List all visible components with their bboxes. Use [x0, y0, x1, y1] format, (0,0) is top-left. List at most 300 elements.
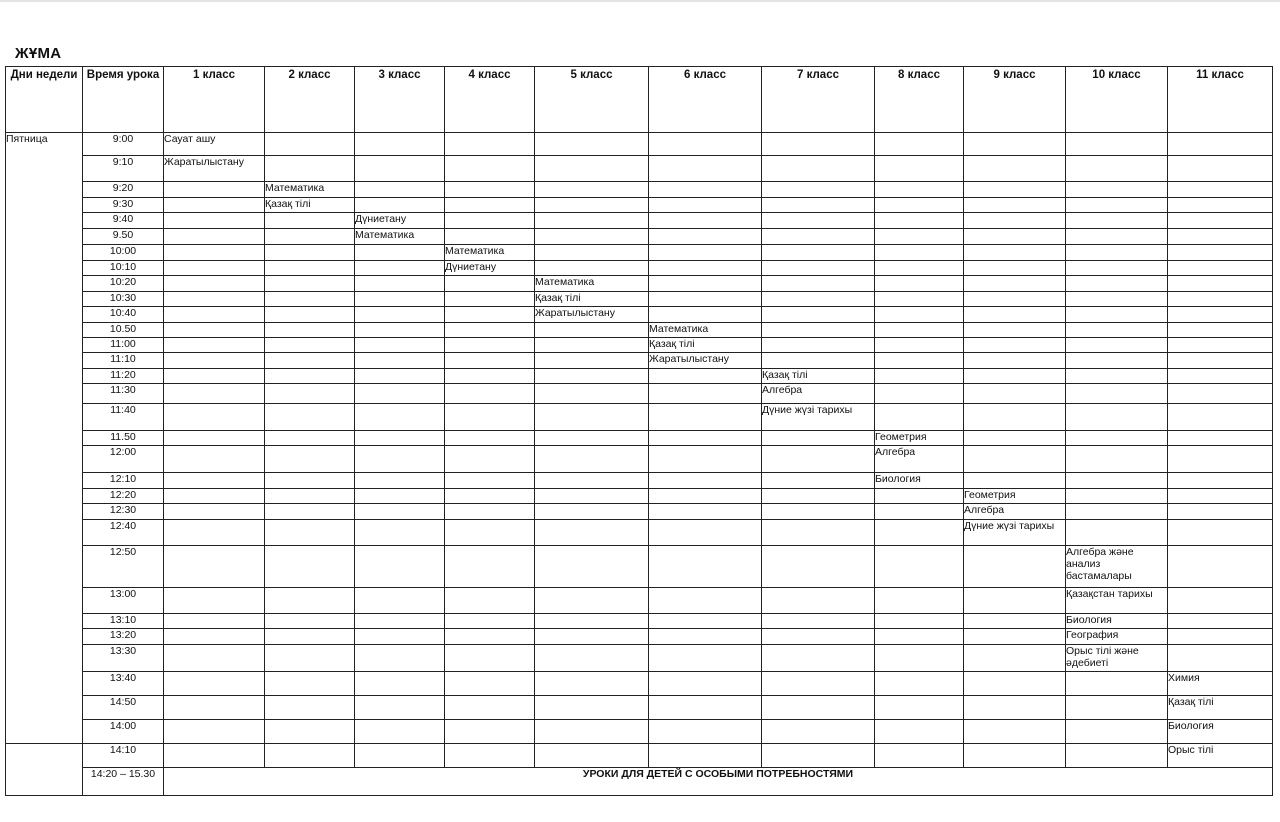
lesson-cell: Биология	[1066, 614, 1168, 629]
empty-cell	[355, 546, 445, 588]
empty-cell	[1168, 520, 1273, 546]
empty-cell	[649, 261, 762, 276]
empty-cell	[875, 384, 964, 404]
time-cell: 9:10	[83, 156, 164, 182]
class-header: 5 класс	[535, 67, 649, 133]
empty-cell	[355, 744, 445, 768]
empty-cell	[762, 504, 875, 520]
empty-cell	[355, 404, 445, 431]
empty-cell	[762, 696, 875, 720]
empty-cell	[875, 744, 964, 768]
empty-cell	[875, 213, 964, 229]
empty-cell	[1168, 338, 1273, 353]
time-cell: 11:20	[83, 369, 164, 384]
empty-cell	[535, 672, 649, 696]
empty-cell	[535, 473, 649, 489]
empty-cell	[535, 323, 649, 338]
empty-cell	[964, 720, 1066, 744]
empty-cell	[1066, 446, 1168, 473]
empty-cell	[445, 629, 535, 645]
time-cell: 13:10	[83, 614, 164, 629]
empty-cell	[445, 446, 535, 473]
empty-cell	[445, 307, 535, 323]
empty-cell	[265, 546, 355, 588]
empty-cell	[649, 588, 762, 614]
empty-cell	[355, 473, 445, 489]
empty-cell	[762, 292, 875, 307]
empty-cell	[964, 645, 1066, 672]
time-cell: 10:00	[83, 245, 164, 261]
empty-cell	[964, 384, 1066, 404]
empty-cell	[649, 614, 762, 629]
lesson-cell: Дүниетану	[355, 213, 445, 229]
table-row	[6, 229, 1273, 245]
empty-cell	[762, 323, 875, 338]
empty-cell	[964, 229, 1066, 245]
empty-cell	[649, 384, 762, 404]
empty-cell	[649, 546, 762, 588]
empty-cell	[649, 446, 762, 473]
lesson-cell: Алгебра және анализ бастамалары	[1066, 546, 1168, 588]
empty-cell	[762, 276, 875, 292]
empty-cell	[265, 323, 355, 338]
table-row	[6, 307, 1273, 323]
empty-cell	[265, 431, 355, 446]
empty-cell	[164, 353, 265, 369]
empty-cell	[875, 504, 964, 520]
time-cell: 9:00	[83, 133, 164, 156]
empty-cell	[535, 133, 649, 156]
lesson-cell: Қазақ тілі	[762, 369, 875, 384]
empty-cell	[265, 369, 355, 384]
time-cell: 10:30	[83, 292, 164, 307]
empty-cell	[1066, 307, 1168, 323]
empty-cell	[1066, 229, 1168, 245]
empty-cell	[649, 473, 762, 489]
empty-cell	[762, 720, 875, 744]
empty-cell	[762, 245, 875, 261]
empty-cell	[875, 292, 964, 307]
table-row	[6, 133, 1273, 156]
empty-cell	[964, 133, 1066, 156]
empty-cell	[355, 156, 445, 182]
empty-cell	[535, 629, 649, 645]
empty-cell	[265, 261, 355, 276]
empty-cell	[1066, 338, 1168, 353]
empty-cell	[875, 369, 964, 384]
empty-cell	[649, 672, 762, 696]
lesson-cell: Биология	[1168, 720, 1273, 744]
empty-cell	[445, 744, 535, 768]
empty-cell	[762, 645, 875, 672]
time-cell: 9:20	[83, 182, 164, 198]
time-cell: 11:10	[83, 353, 164, 369]
empty-cell	[875, 614, 964, 629]
empty-cell	[875, 353, 964, 369]
lesson-cell: Сауат ашу	[164, 133, 265, 156]
empty-cell	[1066, 133, 1168, 156]
empty-cell	[964, 446, 1066, 473]
empty-cell	[762, 156, 875, 182]
empty-cell	[649, 276, 762, 292]
empty-cell	[1168, 404, 1273, 431]
empty-cell	[164, 473, 265, 489]
empty-cell	[164, 614, 265, 629]
empty-cell	[649, 645, 762, 672]
empty-cell	[355, 489, 445, 504]
table-row	[6, 261, 1273, 276]
lesson-cell: География	[1066, 629, 1168, 645]
empty-cell	[762, 629, 875, 645]
empty-cell	[535, 504, 649, 520]
empty-cell	[355, 198, 445, 213]
empty-cell	[265, 614, 355, 629]
time-cell: 14:20 – 15.30	[83, 768, 164, 796]
empty-cell	[164, 261, 265, 276]
empty-cell	[1066, 489, 1168, 504]
table-row	[6, 446, 1273, 473]
empty-cell	[875, 520, 964, 546]
time-cell: 11:00	[83, 338, 164, 353]
empty-cell	[445, 473, 535, 489]
empty-cell	[1168, 182, 1273, 198]
empty-cell	[164, 446, 265, 473]
empty-cell	[355, 629, 445, 645]
empty-cell	[355, 307, 445, 323]
empty-cell	[1168, 276, 1273, 292]
table-row	[6, 182, 1273, 198]
empty-cell	[355, 323, 445, 338]
empty-cell	[964, 696, 1066, 720]
empty-cell	[649, 720, 762, 744]
empty-cell	[535, 645, 649, 672]
empty-cell	[164, 744, 265, 768]
empty-cell	[445, 198, 535, 213]
empty-cell	[535, 696, 649, 720]
empty-cell	[265, 645, 355, 672]
empty-cell	[875, 307, 964, 323]
empty-cell	[164, 672, 265, 696]
table-row	[6, 156, 1273, 182]
empty-cell	[649, 629, 762, 645]
empty-cell	[964, 588, 1066, 614]
class-header: 3 класс	[355, 67, 445, 133]
empty-cell	[265, 338, 355, 353]
table-row	[6, 588, 1273, 614]
empty-cell	[1168, 307, 1273, 323]
empty-cell	[535, 353, 649, 369]
empty-cell	[964, 473, 1066, 489]
empty-cell	[1168, 489, 1273, 504]
empty-cell	[1168, 133, 1273, 156]
empty-cell	[1066, 276, 1168, 292]
empty-cell	[762, 261, 875, 276]
empty-cell	[1066, 473, 1168, 489]
table-row	[6, 629, 1273, 645]
empty-cell	[1168, 473, 1273, 489]
empty-cell	[535, 198, 649, 213]
time-cell: 10:40	[83, 307, 164, 323]
empty-cell	[1066, 182, 1168, 198]
empty-cell	[1066, 384, 1168, 404]
empty-cell	[762, 446, 875, 473]
empty-cell	[875, 198, 964, 213]
empty-cell	[164, 292, 265, 307]
empty-cell	[762, 489, 875, 504]
empty-cell	[265, 489, 355, 504]
empty-cell	[445, 133, 535, 156]
empty-cell	[535, 520, 649, 546]
empty-cell	[649, 696, 762, 720]
empty-cell	[1168, 546, 1273, 588]
table-row	[6, 473, 1273, 489]
time-cell: 13:40	[83, 672, 164, 696]
empty-cell	[964, 213, 1066, 229]
empty-cell	[535, 431, 649, 446]
empty-cell	[265, 588, 355, 614]
table-row	[6, 292, 1273, 307]
lesson-cell: Дүние жүзі тарихы	[762, 404, 875, 431]
table-row	[6, 744, 1273, 768]
time-cell: 9:30	[83, 198, 164, 213]
empty-cell	[875, 261, 964, 276]
time-cell: 12:20	[83, 489, 164, 504]
empty-cell	[164, 338, 265, 353]
empty-cell	[1066, 369, 1168, 384]
empty-cell	[762, 133, 875, 156]
empty-cell	[164, 546, 265, 588]
empty-cell	[1066, 696, 1168, 720]
empty-cell	[762, 431, 875, 446]
empty-cell	[1168, 431, 1273, 446]
lesson-cell: Биология	[875, 473, 964, 489]
time-cell: 14:50	[83, 696, 164, 720]
page-title: ЖҰМА	[15, 45, 62, 62]
empty-cell	[1066, 213, 1168, 229]
time-cell: 12:50	[83, 546, 164, 588]
empty-cell	[265, 744, 355, 768]
empty-cell	[355, 182, 445, 198]
empty-cell	[164, 229, 265, 245]
empty-cell	[265, 292, 355, 307]
empty-cell	[964, 369, 1066, 384]
empty-cell	[762, 588, 875, 614]
empty-cell	[164, 404, 265, 431]
empty-cell	[1168, 292, 1273, 307]
empty-cell	[265, 473, 355, 489]
empty-cell	[535, 744, 649, 768]
class-header: 7 класс	[762, 67, 875, 133]
empty-cell	[445, 431, 535, 446]
time-column-header: Время урока	[83, 67, 164, 133]
time-cell: 13:00	[83, 588, 164, 614]
empty-cell	[1168, 213, 1273, 229]
empty-cell	[535, 261, 649, 276]
empty-cell	[1168, 384, 1273, 404]
empty-cell	[964, 546, 1066, 588]
lesson-cell: Математика	[355, 229, 445, 245]
empty-cell	[1168, 229, 1273, 245]
empty-cell	[445, 353, 535, 369]
time-cell: 14:00	[83, 720, 164, 744]
class-header: 10 класс	[1066, 67, 1168, 133]
empty-cell	[964, 323, 1066, 338]
time-cell: 14:10	[83, 744, 164, 768]
empty-cell	[265, 520, 355, 546]
class-header: 11 класс	[1168, 67, 1273, 133]
empty-cell	[649, 245, 762, 261]
empty-cell	[875, 323, 964, 338]
empty-cell	[265, 384, 355, 404]
empty-cell	[535, 614, 649, 629]
empty-cell	[265, 276, 355, 292]
empty-cell	[1066, 720, 1168, 744]
empty-cell	[1168, 353, 1273, 369]
empty-cell	[1066, 156, 1168, 182]
table-row	[6, 546, 1273, 588]
empty-cell	[445, 213, 535, 229]
empty-cell	[164, 323, 265, 338]
empty-cell	[355, 614, 445, 629]
lesson-cell: Дүниетану	[445, 261, 535, 276]
empty-cell	[875, 133, 964, 156]
empty-cell	[964, 245, 1066, 261]
empty-cell	[762, 672, 875, 696]
empty-cell	[1066, 245, 1168, 261]
empty-cell	[164, 520, 265, 546]
empty-cell	[762, 307, 875, 323]
lesson-cell: Геометрия	[875, 431, 964, 446]
empty-cell	[875, 229, 964, 245]
empty-cell	[875, 720, 964, 744]
empty-cell	[762, 338, 875, 353]
lesson-cell: Орыс тілі	[1168, 744, 1273, 768]
empty-cell	[1066, 261, 1168, 276]
empty-cell	[445, 292, 535, 307]
lesson-cell: Математика	[649, 323, 762, 338]
empty-cell	[1066, 198, 1168, 213]
empty-cell	[649, 182, 762, 198]
table-row	[6, 323, 1273, 338]
time-cell: 13:20	[83, 629, 164, 645]
empty-cell	[535, 384, 649, 404]
empty-cell	[1066, 292, 1168, 307]
empty-cell	[964, 156, 1066, 182]
empty-cell	[875, 645, 964, 672]
empty-cell	[445, 276, 535, 292]
time-cell: 12:10	[83, 473, 164, 489]
empty-cell	[762, 198, 875, 213]
empty-cell	[964, 338, 1066, 353]
empty-cell	[355, 588, 445, 614]
lesson-cell: Дүние жүзі тарихы	[964, 520, 1066, 546]
empty-cell	[355, 672, 445, 696]
empty-cell	[535, 446, 649, 473]
empty-cell	[649, 504, 762, 520]
table-row	[6, 338, 1273, 353]
empty-cell	[1066, 520, 1168, 546]
empty-cell	[964, 672, 1066, 696]
lesson-cell: Орыс тілі және әдебиеті	[1066, 645, 1168, 672]
empty-cell	[355, 292, 445, 307]
lesson-cell: Алгебра	[762, 384, 875, 404]
top-divider	[0, 0, 1280, 2]
lesson-cell: Алгебра	[964, 504, 1066, 520]
empty-cell	[355, 645, 445, 672]
empty-cell	[265, 629, 355, 645]
empty-cell	[875, 404, 964, 431]
empty-cell	[164, 431, 265, 446]
time-cell: 11:40	[83, 404, 164, 431]
empty-cell	[1066, 404, 1168, 431]
empty-cell	[265, 404, 355, 431]
empty-cell	[649, 489, 762, 504]
table-row	[6, 504, 1273, 520]
time-cell: 12:30	[83, 504, 164, 520]
empty-cell	[762, 546, 875, 588]
lesson-cell: Геометрия	[964, 489, 1066, 504]
empty-cell	[535, 229, 649, 245]
empty-cell	[649, 133, 762, 156]
empty-cell	[762, 614, 875, 629]
special-needs-row	[6, 768, 1273, 796]
empty-cell	[265, 229, 355, 245]
empty-cell	[762, 744, 875, 768]
empty-cell	[535, 404, 649, 431]
empty-cell	[265, 720, 355, 744]
time-cell: 11:30	[83, 384, 164, 404]
empty-cell	[445, 588, 535, 614]
time-cell: 10:20	[83, 276, 164, 292]
empty-cell	[265, 446, 355, 473]
lesson-cell: Математика	[445, 245, 535, 261]
empty-cell	[649, 156, 762, 182]
empty-cell	[265, 504, 355, 520]
empty-cell	[535, 245, 649, 261]
empty-cell	[164, 645, 265, 672]
empty-cell	[355, 431, 445, 446]
empty-cell	[164, 307, 265, 323]
empty-cell	[164, 696, 265, 720]
empty-cell	[445, 182, 535, 198]
empty-cell	[265, 353, 355, 369]
empty-cell	[355, 353, 445, 369]
empty-cell	[535, 489, 649, 504]
empty-cell	[355, 696, 445, 720]
empty-cell	[164, 276, 265, 292]
lesson-cell: Қазақ тілі	[649, 338, 762, 353]
class-header: 8 класс	[875, 67, 964, 133]
empty-cell	[1168, 588, 1273, 614]
empty-cell	[1066, 672, 1168, 696]
lesson-cell: Қазақстан тарихы	[1066, 588, 1168, 614]
empty-cell	[875, 182, 964, 198]
empty-cell	[164, 245, 265, 261]
empty-cell	[964, 198, 1066, 213]
empty-cell	[355, 276, 445, 292]
empty-cell	[1168, 645, 1273, 672]
empty-cell	[875, 672, 964, 696]
empty-cell	[1066, 353, 1168, 369]
empty-cell	[445, 672, 535, 696]
lesson-cell: Қазақ тілі	[1168, 696, 1273, 720]
class-header: 9 класс	[964, 67, 1066, 133]
empty-cell	[355, 261, 445, 276]
empty-cell	[875, 276, 964, 292]
empty-cell	[164, 504, 265, 520]
empty-cell	[964, 292, 1066, 307]
empty-cell	[535, 182, 649, 198]
